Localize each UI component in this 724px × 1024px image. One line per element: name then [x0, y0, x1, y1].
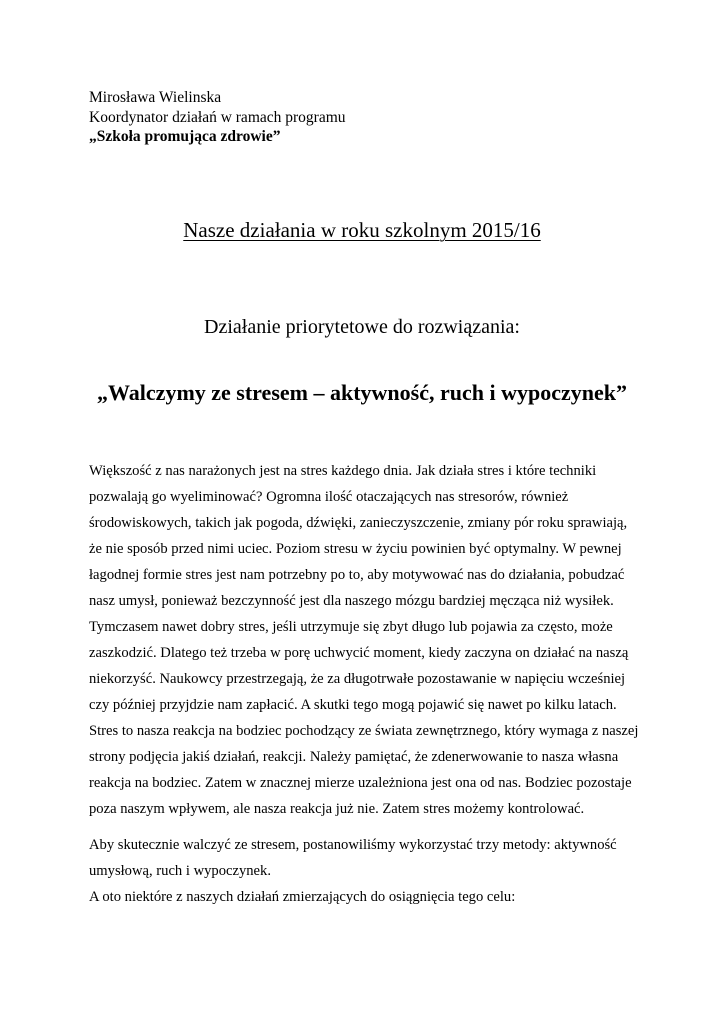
text-line: Tymczasem nawet dobry stres, jeśli utrzymuje się zbyt długo lub pojawia za często, może — [89, 619, 613, 635]
document-title-block — [0, 217, 724, 243]
author-name: Mirosława Wielinska — [89, 89, 222, 106]
author-header — [89, 88, 346, 147]
text-line: poza naszym wpływem, ale nasza reakcja już nie. Zatem stres możemy kontrolować. — [89, 801, 585, 817]
text-line: środowiskowych, takich jak pogoda, dźwięki, zanieczyszczenie, zmiany pór roku sprawiają, — [89, 515, 628, 531]
priority-heading: Działanie priorytetowe do rozwiązania: — [204, 316, 520, 338]
paragraph-1 — [89, 458, 649, 822]
text-line: łagodnej formie stres jest nam potrzebny po to, aby motywować nas do działania, pobudzać — [89, 567, 625, 583]
text-line: Aby skutecznie walczyć ze stresem, postanowiliśmy wykorzystać trzy metody: aktywność — [89, 837, 617, 853]
text-line: pozwalają go wyeliminować? Ogromna ilość otaczających nas stresorów, również — [89, 489, 569, 505]
text-line: strony podjęcia jakiś działań, reakcji. Należy pamiętać, że zdenerwowanie to nasza własna — [89, 749, 619, 765]
text-line: reakcja na bodziec. Zatem w znacznej mierze uzależniona jest ona od nas. Bodziec pozostaje — [89, 775, 632, 791]
text-line: niekorzyść. Naukowcy przestrzegają, że za długotrwałe pozostawanie w napięciu wcześniej — [89, 671, 626, 687]
paragraph-spacer — [89, 822, 649, 832]
text-line: Większość z nas narażonych jest na stres każdego dnia. Jak działa stres i które techniki — [89, 463, 597, 479]
document-title: Nasze działania w roku szkolnym 2015/16 — [183, 218, 541, 242]
author-role: Koordynator działań w ramach programu — [89, 108, 346, 126]
text-line: Stres to nasza reakcja na bodziec pochodzący ze świata zewnętrznego, który wymaga z naszej — [89, 723, 639, 739]
text-line: A oto niektóre z naszych działań zmierzających do osiągnięcia tego celu: — [89, 889, 516, 905]
motto-heading: „Walczymy ze stresem – aktywność, ruch i wypoczynek” — [97, 380, 627, 405]
text-line: zaszkodzić. Dlatego też trzeba w porę uchwycić moment, kiedy zaczyna on działać na naszą — [89, 645, 629, 661]
program-name: „Szkoła promująca zdrowie” — [89, 128, 281, 145]
body-text — [89, 458, 649, 910]
text-line: że nie sposób przed nimi uciec. Poziom stresu w życiu powinien być optymalny. W pewnej — [89, 541, 622, 557]
text-line: czy później przyjdzie nam zapłacić. A skutki tego mogą pojawić się nawet po kilku latach. — [89, 697, 617, 713]
paragraph-2 — [89, 832, 649, 910]
text-line: nasz umysł, ponieważ bezczynność jest dla naszego mózgu bardziej męcząca niż wysiłek. — [89, 593, 614, 609]
text-line: umysłową, ruch i wypoczynek. — [89, 863, 271, 879]
